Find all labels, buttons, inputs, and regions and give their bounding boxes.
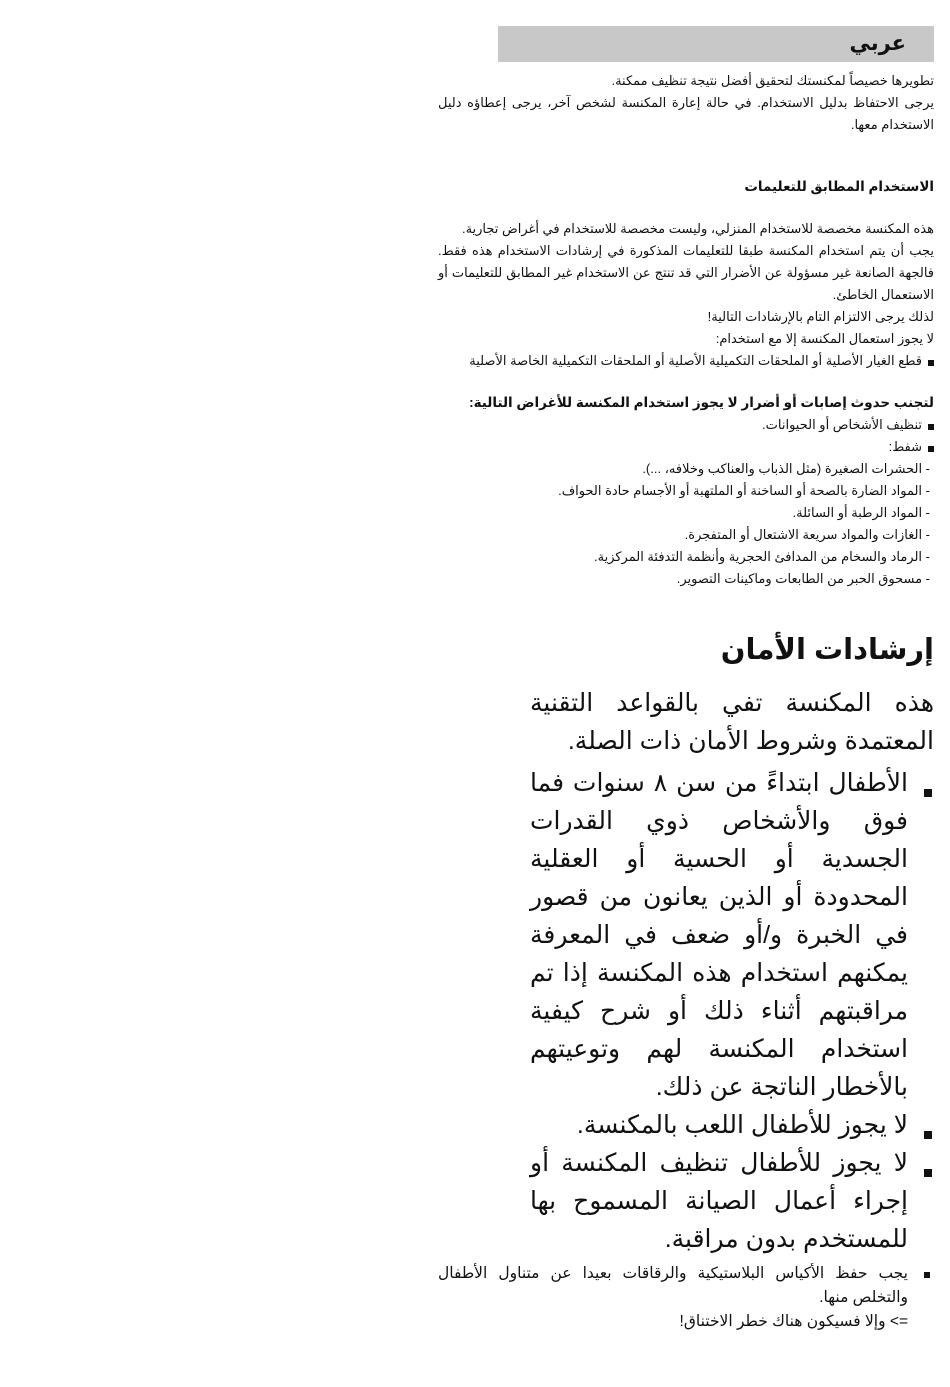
safety-intro: هذه المكنسة تفي بالقواعد التقنية المعتمدة وشروط الأمان ذات الصلة. xyxy=(530,689,934,755)
intro-section xyxy=(438,70,934,136)
avoid-section xyxy=(438,392,934,590)
intro-paragraph: تطويرها خصيصاً لمكنستك لتحقيق أفضل نتيجة تنظيف ممكنة. xyxy=(611,73,934,88)
dash-item: - الحشرات الصغيرة (مثل الذباب والعناكب وخلافه، ...). xyxy=(642,461,930,476)
proper-use-paragraph: هذه المكنسة مخصصة للاستخدام المنزلي، وليست مخصصة للاستخدام في أغراض تجارية. xyxy=(461,221,934,236)
proper-use-section xyxy=(438,176,934,198)
dash-item: - الغازات والمواد سريعة الاشتعال أو المتفجرة. xyxy=(684,527,930,542)
proper-use-paragraph: يجب أن يتم استخدام المكنسة طبقا للتعليمات المذكورة في إرشادات الاستخدام هذه فقط. فالجهة الصانعة غير مسؤولة عن الأضرار التي قد تنتج عن الاستخدام غير المطابق للتعليمات أو الاستعمال الخاطئ. xyxy=(438,243,934,302)
list-item: شفط: xyxy=(438,436,934,458)
list-item: قطع الغيار الأصلية أو الملحقات التكميلية الأصلية أو الملحقات التكميلية الخاصة الأصلية xyxy=(438,350,934,372)
dash-item: - مسحوق الحبر من الطابعات وماكينات التصوير. xyxy=(676,571,930,586)
dash-item: - المواد الضارة بالصحة أو الساخنة أو الملتهبة أو الأجسام حادة الحواف. xyxy=(558,483,930,498)
safety-footer xyxy=(438,1262,934,1334)
proper-use-paragraph: لا يجوز استعمال المكنسة إلا مع استخدام: xyxy=(715,331,934,346)
avoid-heading: لتجنب حدوث إصابات أو أضرار لا يجوز استخدام المكنسة للأغراض التالية: xyxy=(469,395,934,410)
list-item: تنظيف الأشخاص أو الحيوانات. xyxy=(438,414,934,436)
list-item: لا يجوز للأطفال تنظيف المكنسة أو إجراء أعمال الصيانة المسموح بها للمستخدم بدون مراقبة. xyxy=(530,1144,934,1258)
safety-heading: إرشادات الأمان xyxy=(720,634,934,666)
list-item: الأطفال ابتداءً من سن ٨ سنوات فما فوق والأشخاص ذوي القدرات الجسدية أو الحسية أو العقلية المحدودة أو الذين يعانون من قصور في الخبرة و/أو ضعف في المعرفة يمكنهم استخدام هذه المكنسة إذا تم مراقبتهم أثناء ذلك أو شرح كيفية استخدام المكنسة لهم وتوعيتهم بالأخطار الناتجة عن ذلك. xyxy=(530,764,934,1106)
proper-use-heading: الاستخدام المطابق للتعليمات xyxy=(744,179,934,194)
warning-text: => وإلا فسيكون هناك خطر الاختناق! xyxy=(679,1313,908,1330)
dash-item: - المواد الرطبة أو السائلة. xyxy=(792,505,930,520)
intro-paragraph: يرجى الاحتفاظ بدليل الاستخدام. في حالة إعارة المكنسة لشخص آخر، يرجى إعطاؤه دليل الاستخدام معها. xyxy=(438,95,934,132)
language-header-bar xyxy=(498,26,934,62)
list-item: لا يجوز للأطفال اللعب بالمكنسة. xyxy=(530,1106,934,1144)
proper-use-body xyxy=(438,218,934,372)
list-item: يجب حفظ الأكياس البلاستيكية والرقاقات بعيدا عن متناول الأطفال والتخلص منها. xyxy=(438,1262,934,1310)
safety-body xyxy=(530,684,934,1258)
language-label: عربي xyxy=(849,32,906,55)
dash-item: - الرماد والسخام من المدافئ الحجرية وأنظمة التدفئة المركزية. xyxy=(594,549,930,564)
proper-use-paragraph: لذلك يرجى الالتزام التام بالإرشادات التالية! xyxy=(707,309,934,324)
safety-section xyxy=(438,628,934,672)
